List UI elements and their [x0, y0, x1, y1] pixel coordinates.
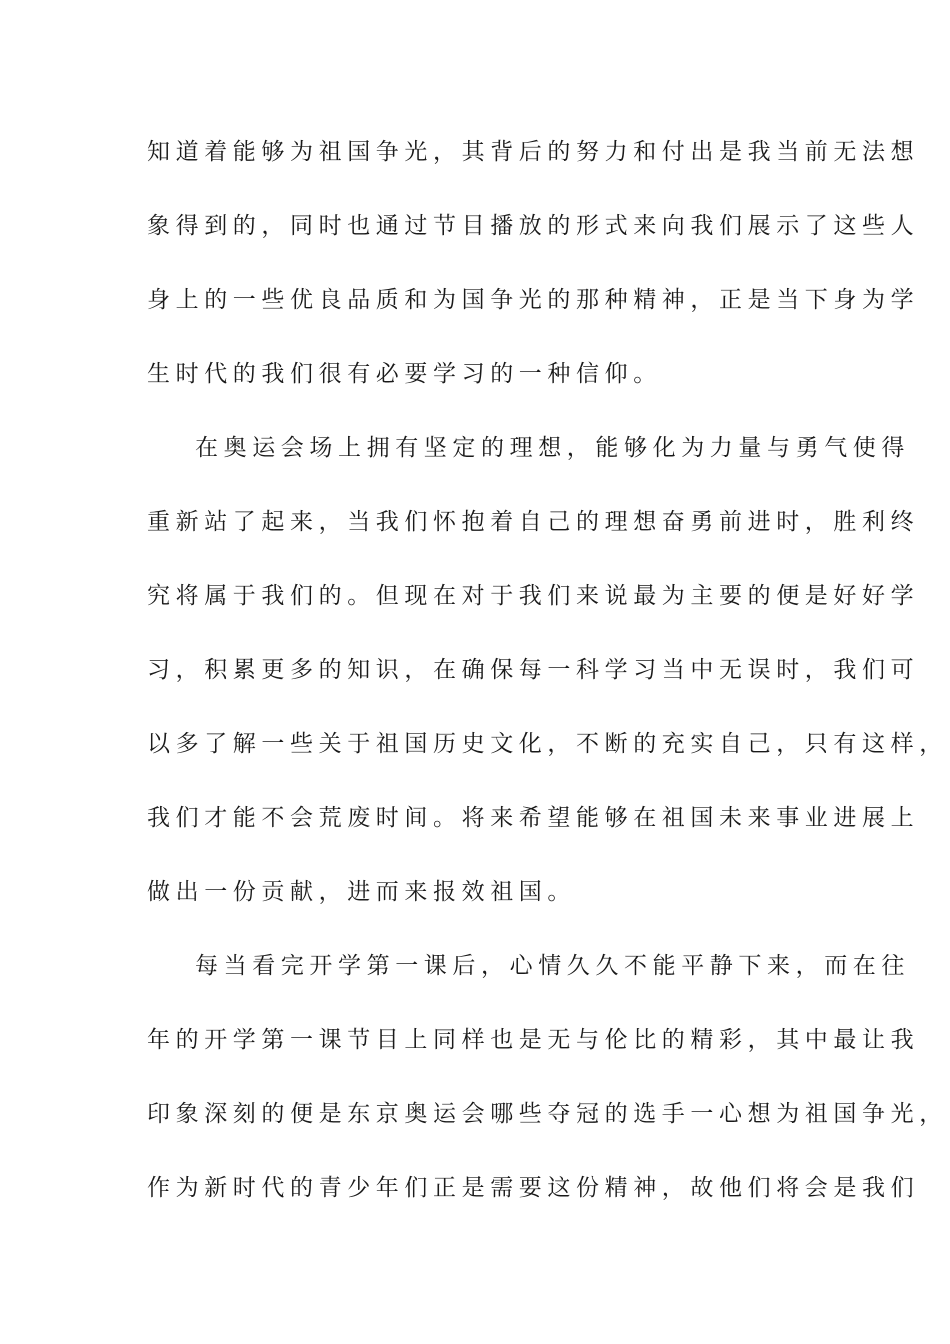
paragraph-2-line-3: 究将属于我们的。但现在对于我们来说最为主要的便是好好学: [147, 583, 920, 609]
paragraph-1-line-1: 知道着能够为祖国争光，其背后的努力和付出是我当前无法想: [147, 139, 920, 165]
paragraph-3-line-1: 每当看完开学第一课后，心情久久不能平静下来，而在往: [195, 953, 910, 979]
paragraph-1-line-4: 生时代的我们很有必要学习的一种信仰。: [147, 361, 662, 387]
paragraph-1-line-3: 身上的一些优良品质和为国争光的那种精神，正是当下身为学: [147, 287, 920, 313]
paragraph-2-line-7: 做出一份贡献，进而来报效祖国。: [147, 879, 576, 905]
paragraph-1-line-2: 象得到的，同时也通过节目播放的形式来向我们展示了这些人: [147, 213, 920, 239]
paragraph-3-line-3: 印象深刻的便是东京奥运会哪些夺冠的选手一心想为祖国争光，: [147, 1101, 948, 1127]
paragraph-3-line-2: 年的开学第一课节目上同样也是无与伦比的精彩，其中最让我: [147, 1027, 920, 1053]
paragraph-2-line-5: 以多了解一些关于祖国历史文化，不断的充实自己，只有这样，: [147, 731, 948, 757]
paragraph-2-line-4: 习，积累更多的知识，在确保每一科学习当中无误时，我们可: [147, 657, 920, 683]
paragraph-3-line-4: 作为新时代的青少年们正是需要这份精神，故他们将会是我们: [147, 1175, 920, 1201]
paragraph-2-line-6: 我们才能不会荒废时间。将来希望能够在祖国未来事业进展上: [147, 805, 920, 831]
paragraph-2-line-1: 在奥运会场上拥有坚定的理想，能够化为力量与勇气使得: [195, 435, 910, 461]
paragraph-2-line-2: 重新站了起来，当我们怀抱着自己的理想奋勇前进时，胜利终: [147, 509, 920, 535]
